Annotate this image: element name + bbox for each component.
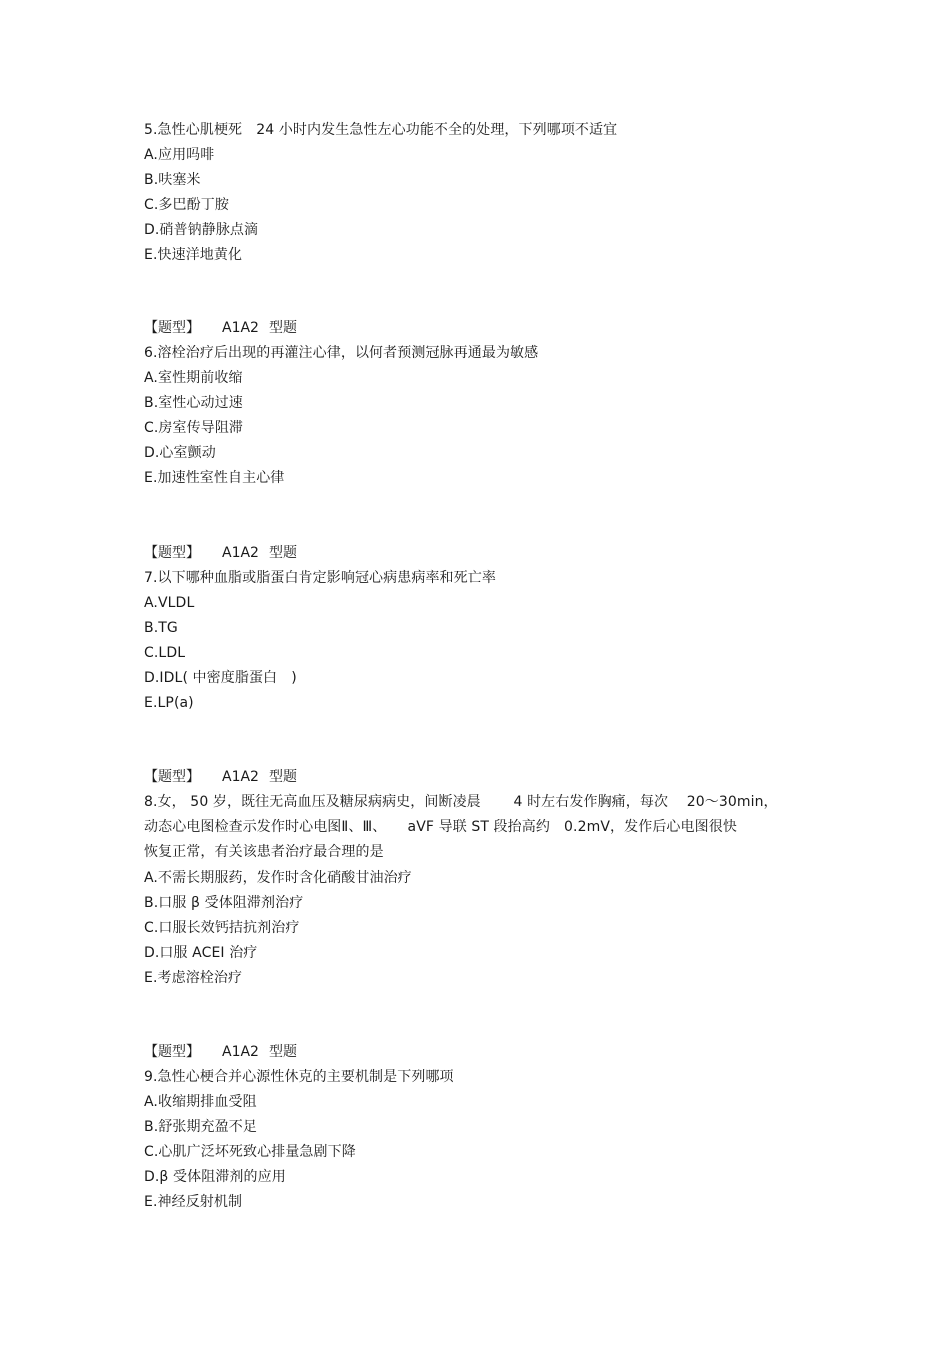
question-stem xyxy=(144,1065,824,1090)
option-c: C.房室传导阻滞 xyxy=(144,420,244,436)
stem-line: 动态心电图检查示发作时心电图Ⅱ、Ⅲ、 aVF 导联 ST 段抬高约 0.2mV，发作后心电图很快 xyxy=(144,819,737,835)
question-type-code: A1A2 xyxy=(222,1044,259,1060)
question-type-code: A1A2 xyxy=(222,545,259,561)
option-e: E.加速性室性自主心律 xyxy=(144,470,285,486)
stem-line: 6.溶栓治疗后出现的再灌注心律，以何者预测冠脉再通最为敏感 xyxy=(144,345,539,361)
question-type-suffix: 型题 xyxy=(268,1044,297,1060)
question-stem xyxy=(144,341,824,366)
option-c: C.心肌广泛坏死致心排量急剧下降 xyxy=(144,1144,356,1160)
question-stem xyxy=(144,118,824,143)
question-type-label: 【题型】 xyxy=(144,769,200,785)
question-7 xyxy=(144,541,824,716)
question-type xyxy=(144,1040,824,1065)
question-type-suffix: 型题 xyxy=(268,320,297,336)
stem-line: 8.女， 50 岁，既往无高血压及糖尿病病史，间断凌晨 4 时左右发作胸痛，每次 20～30min， xyxy=(144,794,778,810)
question-5 xyxy=(144,118,824,268)
stem-line: 5.急性心肌梗死 24 小时内发生急性左心功能不全的处理，下列哪项不适宜 xyxy=(144,122,618,138)
option-d: D.心室颤动 xyxy=(144,445,216,461)
option-e: E.快速洋地黄化 xyxy=(144,247,243,263)
option-e: E.LP(a) xyxy=(144,695,194,711)
question-stem xyxy=(144,566,824,591)
question-type-label: 【题型】 xyxy=(144,320,200,336)
option-a: A.VLDL xyxy=(144,595,195,611)
document-page xyxy=(144,0,824,1345)
option-b: B.口服 β 受体阻滞剂治疗 xyxy=(144,895,304,911)
question-type-label: 【题型】 xyxy=(144,545,200,561)
question-type-suffix: 型题 xyxy=(268,769,297,785)
option-b: B.室性心动过速 xyxy=(144,395,243,411)
option-c: C.LDL xyxy=(144,645,186,661)
option-b: B.舒张期充盈不足 xyxy=(144,1119,257,1135)
stem-line: 恢复正常，有关该患者治疗最合理的是 xyxy=(144,844,384,860)
option-e: E.考虑溶栓治疗 xyxy=(144,970,243,986)
option-b: B.呋塞米 xyxy=(144,172,201,188)
option-c: C.多巴酚丁胺 xyxy=(144,197,229,213)
option-a: A.应用吗啡 xyxy=(144,147,215,163)
option-a: A.不需长期服药，发作时含化硝酸甘油治疗 xyxy=(144,870,412,886)
option-c: C.口服长效钙拮抗剂治疗 xyxy=(144,920,300,936)
question-type-suffix: 型题 xyxy=(268,545,297,561)
question-type xyxy=(144,765,824,790)
stem-line: 9.急性心梗合并心源性休克的主要机制是下列哪项 xyxy=(144,1069,454,1085)
question-6 xyxy=(144,316,824,491)
question-type xyxy=(144,316,824,341)
question-type-code: A1A2 xyxy=(222,320,259,336)
question-type xyxy=(144,541,824,566)
question-8 xyxy=(144,765,824,991)
stem-line: 7.以下哪种血脂或脂蛋白肯定影响冠心病患病率和死亡率 xyxy=(144,570,496,586)
question-9 xyxy=(144,1040,824,1215)
question-type-code: A1A2 xyxy=(222,769,259,785)
option-b: B.TG xyxy=(144,620,178,636)
option-d: D.口服 ACEI 治疗 xyxy=(144,945,258,961)
question-type-label: 【题型】 xyxy=(144,1044,200,1060)
option-a: A.收缩期排血受阻 xyxy=(144,1094,257,1110)
option-d: D.β 受体阻滞剂的应用 xyxy=(144,1169,286,1185)
question-stem xyxy=(144,790,824,865)
option-d: D.IDL( 中密度脂蛋白 ) xyxy=(144,670,297,686)
option-a: A.室性期前收缩 xyxy=(144,370,243,386)
option-d: D.硝普钠静脉点滴 xyxy=(144,222,259,238)
option-e: E.神经反射机制 xyxy=(144,1194,243,1210)
